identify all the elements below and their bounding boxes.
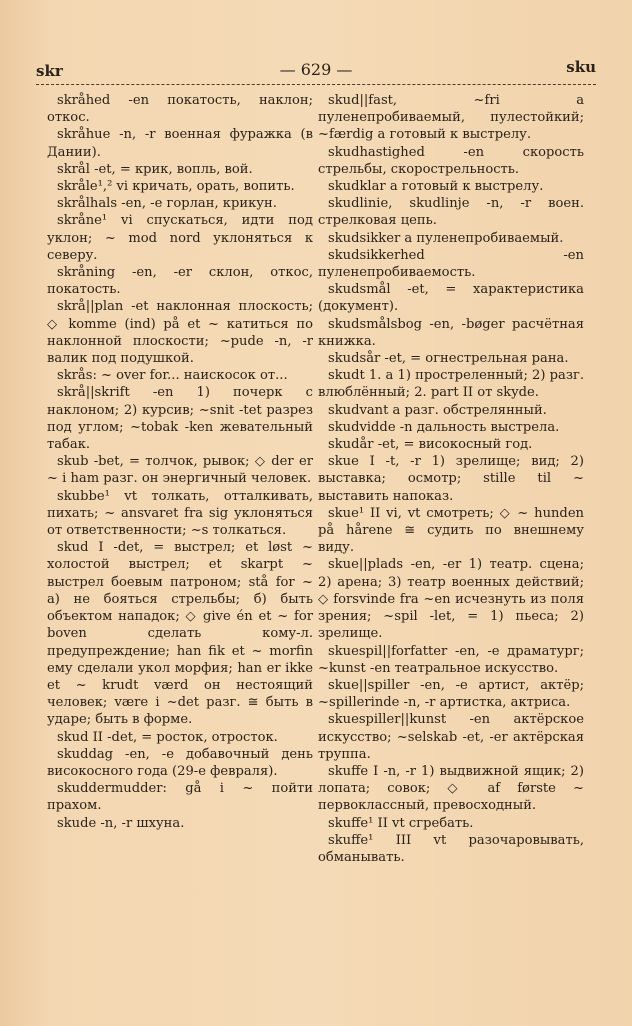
dictionary-entry: skrå||plan -et наклонная плоскость; ◇ komme (ind) på et ~ катиться по наклонной плоскости; ~pude -n, -r валик под подушкой. — [47, 299, 313, 367]
dictionary-entry: skudsikkerhed -en пуленепробиваемость. — [318, 247, 584, 281]
dictionary-entry: skudhastighed -en скорость стрельбы, скорострельность. — [318, 144, 584, 177]
dictionary-entry: skud I -det, = выстрел; et løst ~ холостой выстрел; et skarpt ~ выстрел боевым патроном; stå for ~ a) не бояться стрельбы; б) быть объектом нападок; ◇ give én et ~ for boven сделать кому-л. предупреждение; han fik et ~ morfin ему сделали укол морфия; han er ikke et ~ krudt værd он нестоящий человек; være i ~det разг. ≅ быть в ударе; быть в форме. — [47, 540, 313, 728]
dictionary-entry: skråhed -en покатость, наклон; откос. — [47, 93, 313, 126]
dictionary-entry: skuddag -en, -e добавочный день високосного года (29-е февраля). — [47, 746, 313, 779]
dictionary-entry: skue||spiller -en, -e артист, актёр; ~spillerinde -n, -r артистка, актриса. — [318, 677, 584, 711]
right-column — [318, 92, 584, 866]
dictionary-entry: skudlinie, skudlinje -n, -r воен. стрелковая цепь. — [318, 196, 584, 229]
dictionary-entry: skrå||skrift -en 1) почерк с наклоном; 2) курсив; ~snit -tet разрез под углом; ~tobak -ken жевательный табак. — [47, 385, 313, 453]
dictionary-entry: skrålhals -en, -e горлан, крикун. — [57, 196, 277, 212]
dictionary-entry: skudt 1. a 1) простреленный; 2) разг. влюблённый; 2. part II от skyde. — [318, 368, 585, 401]
dictionary-entry: skude -n, -r шхуна. — [57, 815, 185, 831]
guide-word-left: skr — [36, 62, 63, 80]
dictionary-entry: skudvant a разг. обстрелянный. — [328, 402, 547, 418]
dictionary-entry: skråne¹ vi спускаться, идти под уклон; ~ mod nord уклоняться к северу. — [47, 213, 313, 263]
dictionary-entry: skub -bet, = толчок, рывок; ◇ der er ~ i ham разг. он энергичный человек. — [47, 454, 313, 487]
dictionary-entry: skud||fast, ~fri a пуленепробиваемый, пулестойкий; ~færdig a готовый к выстрелу. — [318, 93, 584, 143]
dictionary-entry: skue I -t, -r 1) зрелище; вид; 2) выставка; осмотр; stille til ~ выставить напоказ. — [318, 454, 584, 504]
page-number: — 629 — — [279, 60, 353, 79]
dictionary-entry: skråhue -n, -r военная фуражка (в Дании). — [47, 127, 313, 160]
dictionary-entry: skudklar a готовый к выстрелу. — [328, 179, 544, 195]
dictionary-entry: skråning -en, -er склон, откос, покатость. — [47, 265, 313, 298]
dictionary-entry: skue||plads -en, -er 1) театр. сцена; 2) арена; 3) театр военных действий; ◇ forsvinde fra ~en исчезнуть из поля зрения; ~spil -let, = 1) пьеса; 2) зрелище. — [318, 557, 584, 642]
dictionary-entry: skudvidde -n дальность выстрела. — [328, 419, 560, 435]
dictionary-entry: skuffe I -n, -r 1) выдвижной ящик; 2) лопата; совок; ◇ af første ~ первоклассный, превосходный. — [318, 763, 584, 814]
left-column — [47, 92, 313, 832]
page-header — [36, 58, 596, 85]
dictionary-entry: skudår -et, = високосный год. — [328, 437, 533, 453]
dictionary-entry: skud II -det, = росток, отросток. — [57, 729, 278, 745]
dictionary-entry: skue¹ II vi, vt смотреть; ◇ ~ hunden på hårene ≅ судить по внешнему виду. — [318, 505, 584, 556]
dictionary-entry: skråle¹,² vi кричать, орать, вопить. — [57, 179, 295, 195]
dictionary-entry: skuffe¹ III vt разочаровывать, обманывать. — [318, 832, 584, 865]
dictionary-entry: skubbe¹ vt толкать, отталкивать, пихать; ~ ansvaret fra sig уклоняться от ответственности; ~s толкаться. — [47, 488, 313, 539]
guide-word-right: sku — [566, 58, 596, 76]
dictionary-entry: skudsår -et, = огнестрельная рана. — [328, 351, 569, 367]
dictionary-entry: skudsikker a пуленепробиваемый. — [328, 230, 564, 246]
dictionary-entry: skuespil||forfatter -en, -e драматург; ~kunst -en театральное искусство. — [318, 643, 584, 676]
dictionary-entry: skuespiller||kunst -en актёрское искусство; ~selskab -et, -er актёрская труппа. — [318, 712, 584, 762]
dictionary-entry: skuffe¹ II vt сгребать. — [328, 815, 474, 831]
dictionary-entry: skudsmålsbog -en, -bøger расчётная книжка. — [318, 316, 584, 349]
dictionary-entry: skrål -et, = крик, вопль, вой. — [57, 161, 253, 177]
dictionary-entry: skuddermudder: gå i ~ пойти прахом. — [47, 781, 313, 814]
dictionary-entry: skudsmål -et, = характеристика (документ). — [318, 282, 584, 315]
dictionary-entry: skrås: ~ over for... наискосок от... — [57, 368, 288, 384]
